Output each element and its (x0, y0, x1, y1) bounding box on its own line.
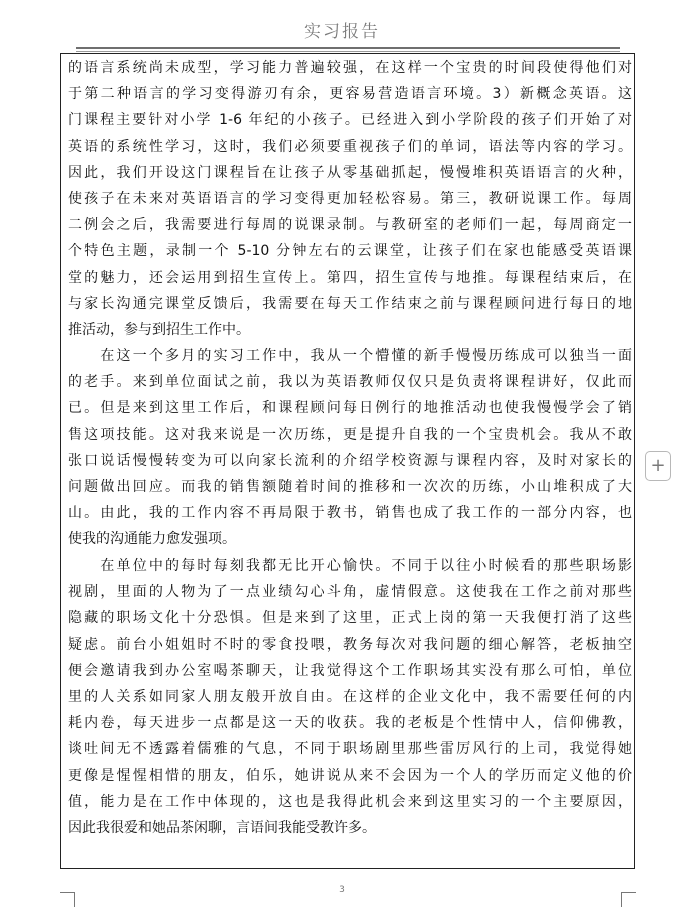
add-block-button[interactable]: + (645, 451, 671, 481)
text-line: 售这项技能。这对我来说是一次历练，更是提升自我的一个宝贵机会。我从不敢 (68, 426, 632, 443)
text-line: 的老手。来到单位面试之前，我以为英语教师仅仅只是负责将课程讲好，仅此而 (68, 374, 632, 391)
text-line: 耗内卷，每天进步一点都是这一天的收获。我的老板是个性情中人，信仰佛教， (68, 715, 632, 732)
header-rule (76, 47, 620, 49)
text-line: 疑虑。前台小姐姐时不时的零食投喂，教务每次对我问题的细心解答，老板抽空 (68, 636, 632, 653)
text-line: 在单位中的每时每刻我都无比开心愉快。不同于以往小时候看的那些职场影 (68, 558, 632, 574)
text-line: 问题做出回应。而我的销售额随着时间的推移和一次次的历练，小山堆积成了大 (68, 478, 632, 495)
page-header (0, 0, 684, 54)
text-line: 山。由此，我的工作内容不再局限于教书，销售也成了我工作的一部分内容，也 (68, 505, 632, 522)
text-line: 谈吐间无不透露着儒雅的气息，不同于职场剧里那些雷厉风行的上司，我觉得她 (68, 741, 632, 758)
text-line: 与家长沟通完课堂反馈后，我需要在每天工作结束之前与课程顾问进行每日的地 (68, 295, 632, 312)
text-line: 推活动，参与到招生工作中。 (68, 321, 250, 338)
text-line: 使孩子在未来对英语语言的学习变得更加轻松容易。第三，教研说课工作。每周 (68, 190, 632, 207)
text-line: 二例会之后，我需要进行每周的说课录制。与教研室的老师们一起，每周商定一 (68, 217, 632, 234)
text-line: 的语言系统尚未成型，学习能力普遍较强，在这样一个宝贵的时间段使得他们对 (68, 60, 632, 76)
text-line: 里的人关系如同家人朋友般开放自由。在这样的企业文化中，我不需要任何的内 (68, 688, 632, 705)
text-line: 视剧，里面的人物为了一点业绩勾心斗角，虚情假意。这使我在工作之前对那些 (68, 584, 632, 601)
text-line: 便会邀请我到办公室喝茶聊天，让我觉得这个工作职场其实没有那么可怕，单位 (68, 662, 632, 679)
header-rule-thin (76, 51, 620, 52)
text-line: 堂的魅力，还会运用到招生宣传上。第四，招生宣传与地推。每课程结束后，在 (68, 269, 632, 286)
paragraph-1 (68, 55, 632, 343)
text-line: 英语的系统性学习，这时，我们必须要重视孩子们的单词，语法等内容的学习。 (68, 138, 632, 155)
report-content-box (60, 53, 635, 869)
text-line: 隐藏的职场文化十分恐惧。但是来到了这里，正式上岗的第一天我便打消了这些 (68, 610, 632, 627)
text-line: 因此我很爱和她品茶闲聊，言语间我能受教许多。 (68, 819, 376, 836)
text-line: 个特色主题，录制一个 5-10 分钟左右的云课堂，让孩子们在家也能感受英语课 (68, 243, 632, 260)
text-line: 张口说话慢慢转变为可以向家长流利的介绍学校资源与课程内容，及时对家长的 (68, 452, 632, 469)
text-line: 值，能力是在工作中体现的，这也是我得此机会来到这里实习的一个主要原因， (68, 793, 632, 810)
text-line: 在这一个多月的实习工作中，我从一个懵懂的新手慢慢历练成可以独当一面 (68, 348, 632, 364)
header-title: 实习报告 (304, 22, 380, 42)
text-line: 更像是惺惺相惜的朋友，伯乐，她讲说从来不会因为一个人的学历而定义他的价 (68, 767, 632, 784)
text-line: 使我的沟通能力愈发强项。 (68, 531, 236, 548)
text-line: 于第二种语言的学习变得游刃有余，更容易营造语言环境。3）新概念英语。这 (68, 86, 632, 103)
text-line: 门课程主要针对小学 1-6 年纪的小孩子。已经进入到小学阶段的孩子们开始了对 (68, 112, 632, 129)
text-line: 因此，我们开设这门课程旨在让孩子从零基础抓起，慢慢堆积英语语言的火种， (68, 164, 632, 181)
page-number: 3 (339, 885, 345, 895)
paragraph-2 (68, 343, 632, 553)
text-line: 已。但是来到这里工作后，和课程顾问每日例行的地推活动也使我慢慢学会了销 (68, 400, 632, 417)
paragraph-3 (68, 553, 632, 841)
